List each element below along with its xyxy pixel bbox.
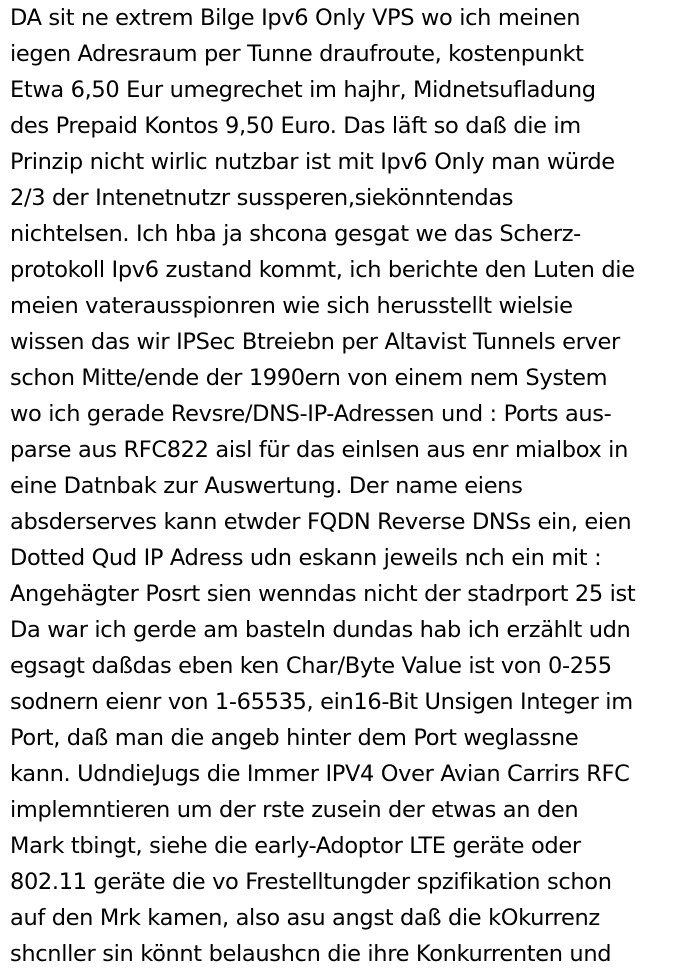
text-line: Port, daß man die angeb hinter dem Port weglassne [10, 725, 579, 751]
text-line: nichtelsen. Ich hba ja shcona gesgat we das Scherz- [10, 221, 581, 247]
text-line: Mark tbingt, siehe die early-Adoptor LTE geräte oder [10, 833, 581, 859]
text-line: kann. UdndieJugs die Immer IPV4 Over Avian Carrirs RFC [10, 761, 630, 787]
text-line: 2/3 der Intenetnutzr sussperen,siekönntendas [10, 185, 514, 211]
text-line: sodnern eienr von 1-65535, ein16-Bit Unsigen Integer im [10, 689, 633, 715]
text-line: wissen das wir IPSec Btreiebn per Altavist Tunnels erver [10, 329, 620, 355]
text-line: implemntieren um der rste zusein der etwas an den [10, 797, 579, 823]
text-line: 802.11 geräte die vo Frestelltungder spzifikation schon [10, 869, 612, 895]
text-line: Etwa 6,50 Eur umegrechet im hajhr, Midnetsufladung [10, 77, 596, 103]
text-line: Angehägter Posrt sien wenndas nicht der stadrport 25 ist [10, 581, 636, 607]
text-line: absderserves kann etwder FQDN Reverse DNSs ein, eien [10, 509, 632, 535]
text-line: egsagt daßdas eben ken Char/Byte Value ist von 0-255 [10, 653, 612, 679]
text-line: parse aus RFC822 aisl für das einlsen aus enr mialbox in [10, 437, 628, 463]
text-line: iegen Adresraum per Tunne draufroute, kostenpunkt [10, 41, 584, 67]
text-line: meien vaterausspionren wie sich herusstellt wielsie [10, 293, 573, 319]
text-line: auf den Mrk kamen, also asu angst daß die kOkurrenz [10, 905, 600, 931]
text-line: wo ich gerade Revsre/DNS-IP-Adressen und : Ports aus- [10, 401, 612, 427]
text-line: shcnller sin könnt belaushcn die ihre Konkurrenten und [10, 941, 612, 967]
text-line: Prinzip nicht wirlic nutzbar ist mit Ipv6 Only man würde [10, 149, 615, 175]
text-line: protokoll Ipv6 zustand kommt, ich berichte den Luten die [10, 257, 635, 283]
text-line: schon Mitte/ende der 1990ern von einem nem System [10, 365, 608, 391]
text-line: DA sit ne extrem Bilge Ipv6 Only VPS wo ich meinen [10, 5, 581, 31]
text-line: eine Datnbak zur Auswertung. Der name eiens [10, 473, 523, 499]
text-line: des Prepaid Kontos 9,50 Euro. Das läft so daß die im [10, 113, 581, 139]
text-line: Dotted Qud IP Adress udn eskann jeweils nch ein mit : [10, 545, 602, 571]
document-page [10, 0, 682, 972]
text-line: Da war ich gerde am basteln dundas hab ich erzählt udn [10, 617, 631, 643]
